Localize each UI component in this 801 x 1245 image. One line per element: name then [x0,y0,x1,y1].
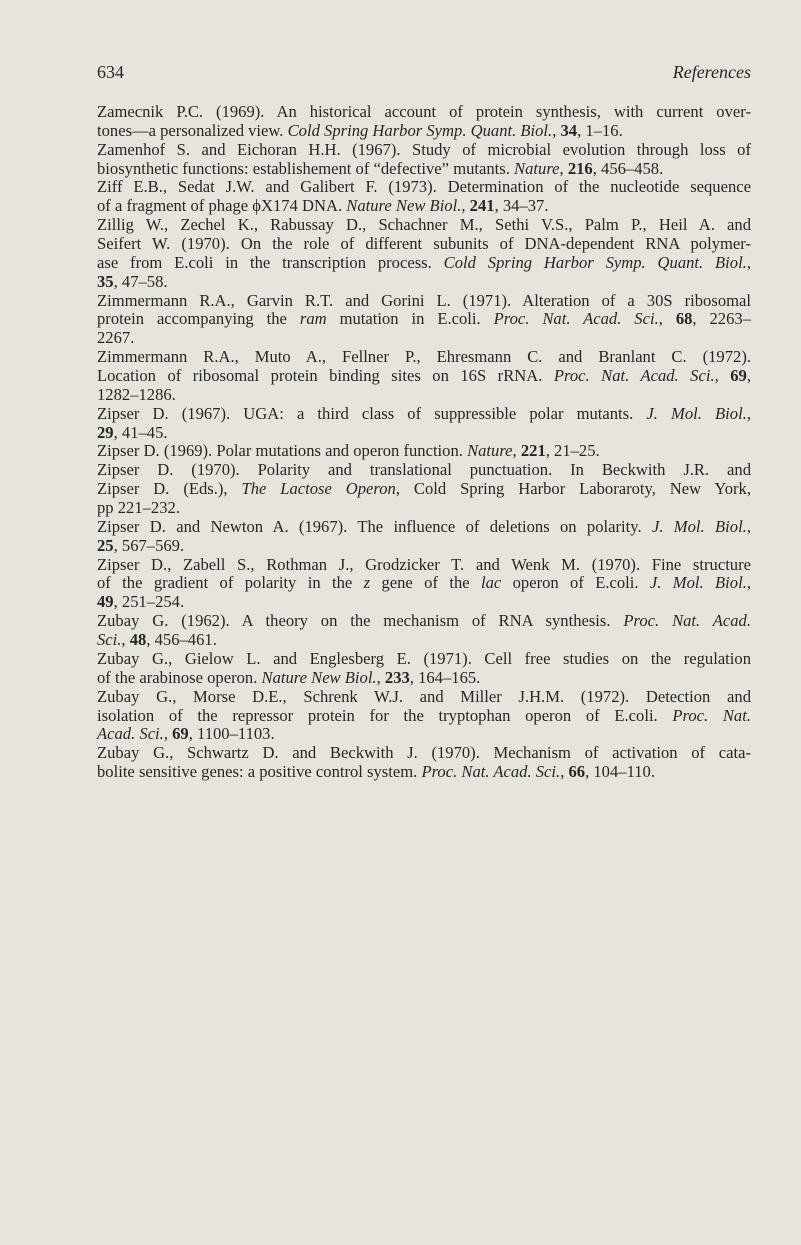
reference-entry [97,461,751,518]
reference-text: Zubay G., Gielow L. and Englesberg E. (1971). Cell free studies on the regulation [97,648,751,668]
italic-text: Nature New Biol. [261,667,377,687]
reference-entry [97,292,751,349]
reference-line [97,141,751,160]
reference-line [97,348,751,367]
italic-text: Sci. [97,630,122,650]
reference-text: biosynthetic functions: establishement of “defective” mutants. [97,158,515,178]
reference-line [97,310,751,329]
reference-text: , [163,724,173,744]
reference-text: , [376,667,385,687]
reference-line [97,103,751,122]
reference-text: Zubay G. (1962). A theory on the mechanism of RNA synthesis. [97,611,624,631]
italic-text: Nature [514,158,560,178]
reference-text: Zubay G., Schwartz D. and Beckwith J. (1970). Mechanism of activation of cata- [97,743,751,763]
reference-line [97,499,751,518]
reference-line [97,480,751,499]
reference-text: Ziff E.B., Sedat J.W. and Galibert F. (1973). Determination of the nucleotide sequence [97,177,751,197]
reference-entry [97,744,751,782]
volume-number: 25 [97,535,114,555]
italic-text: Proc. Nat. Acad. Sci. [553,366,715,386]
reference-text: , 41–45. [113,422,168,442]
reference-line [97,329,751,348]
volume-number: 34 [560,120,578,140]
italic-text: Proc. Nat. Acad. [623,611,752,631]
reference-text: , [552,120,561,140]
reference-text: , [746,403,751,423]
reference-text: protein accompanying the [97,309,300,329]
volume-number: 66 [568,762,586,782]
reference-text: gene of the [370,573,481,593]
reference-text: , 47–58. [113,271,168,291]
italic-text: Proc. Nat. [672,705,751,725]
reference-text: bolite sensitive genes: a positive control system. [97,762,422,782]
reference-text: isolation of the repressor protein for the tryptophan operon of E.coli. [97,705,673,725]
reference-entry [97,518,751,556]
reference-text: , [559,158,568,178]
reference-text: , 251–254. [113,592,185,612]
reference-text: operon of E.coli. [501,573,650,593]
volume-number: 241 [469,196,495,216]
reference-text: mutation in E.coli. [326,309,494,329]
reference-text: , [560,762,569,782]
reference-text: , [512,441,521,461]
volume-number: 35 [97,271,114,291]
reference-line [97,725,751,744]
reference-text: Zipser D., Zabell S., Rothman J., Grodzicker T. and Wenk M. (1970). Fine structure [97,554,751,574]
reference-text: Location of ribosomal protein binding sites on 16S rRNA. [97,366,554,386]
volume-number: 49 [97,592,114,612]
volume-number: 69 [172,724,189,744]
reference-line [97,197,751,216]
reference-text: Zipser D. (1967). UGA: a third class of suppressible polar mutants. [97,403,647,423]
reference-text: ase from E.coli in the transcription process. [97,252,444,272]
italic-text: Proc. Nat. Acad. Sci. [421,762,561,782]
reference-text: Zipser D. and Newton A. (1967). The influence of deletions on polarity. [97,516,652,536]
italic-text: The Lactose Operon [241,479,396,499]
reference-line [97,593,751,612]
reference-entry [97,348,751,405]
italic-text: Cold Spring Harbor Symp. Quant. Biol. [443,252,747,272]
reference-text: Zamecnik P.C. (1969). An historical account of protein synthesis, with current over- [97,102,751,121]
reference-entry [97,141,751,179]
reference-text: Zimmermann R.A., Garvin R.T. and Gorini L. (1971). Alteration of a 30S ribosomal [97,290,751,310]
italic-text: Nature [467,441,513,461]
reference-line [97,763,751,782]
reference-line [97,744,751,763]
reference-text: , [746,252,751,272]
reference-text: , 1–16. [577,120,623,140]
reference-text: , 21–25. [545,441,600,461]
volume-number: 216 [567,158,593,178]
reference-text: pp 221–232. [97,498,180,518]
reference-line [97,367,751,386]
reference-text: tones—a personalized view. [97,120,288,140]
reference-text: , 567–569. [113,535,185,555]
reference-entry [97,216,751,291]
reference-text: of a fragment of phage ϕX174 DNA. [97,196,347,216]
volume-number: 68 [675,309,693,329]
italic-text: Proc. Nat. Acad. Sci. [493,309,659,329]
reference-text: , [746,516,751,536]
running-head: References [672,62,751,82]
italic-text: Cold Spring Harbor Symp. Quant. Biol. [287,120,553,140]
reference-text: Zipser D. (1970). Polarity and translational punctuation. In Beckwith J.R. and [97,460,751,480]
reference-text: of the arabinose operon. [97,667,262,687]
reference-line [97,688,751,707]
reference-text: Zimmermann R.A., Muto A., Fellner P., Ehresmann C. and Branlant C. (1972). [97,347,751,367]
reference-line [97,537,751,556]
italic-text: J. Mol. Biol. [651,516,747,536]
reference-text: , 456–461. [146,630,217,650]
reference-line [97,292,751,311]
reference-entry [97,688,751,745]
reference-text: , 104–110. [585,762,655,782]
reference-line [97,386,751,405]
reference-line [97,650,751,669]
reference-text: , 2263– [692,309,751,329]
reference-line [97,178,751,197]
reference-line [97,216,751,235]
italic-text: Nature New Biol. [346,196,462,216]
reference-text: Seifert W. (1970). On the role of different subunits of DNA-dependent RNA polymer- [97,234,751,254]
reference-line [97,707,751,726]
reference-entry [97,650,751,688]
reference-entry [97,103,751,141]
reference-text: 1282–1286. [97,384,176,404]
italic-text: lac [480,573,502,593]
reference-line [97,405,751,424]
reference-text: , Cold Spring Harbor Laboraroty, New York, [395,479,752,499]
reference-text: , [461,196,470,216]
italic-text: z [363,573,371,593]
reference-text: 2267. [97,328,135,348]
reference-text: Zipser D. (1969). Polar mutations and operon function. [97,441,468,461]
reference-text: , [746,366,751,386]
reference-line [97,574,751,593]
reference-text: , [714,366,731,386]
reference-text: Zillig W., Zechel K., Rabussay D., Schachner M., Sethi V.S., Palm P., Heil A. and [97,215,751,235]
reference-line [97,631,751,650]
italic-text: Acad. Sci. [97,724,164,744]
italic-text: ram [299,309,327,329]
reference-text: , [746,573,751,593]
reference-line [97,518,751,537]
volume-number: 233 [384,667,410,687]
reference-line [97,556,751,575]
italic-text: J. Mol. Biol. [646,403,747,423]
reference-entry [97,442,751,461]
reference-line [97,461,751,480]
reference-line [97,235,751,254]
reference-text: of the gradient of polarity in the [97,573,364,593]
reference-text: , 164–165. [409,667,481,687]
reference-line [97,254,751,273]
reference-text: Zamenhof S. and Eichoran H.H. (1967). Study of microbial evolution through loss of [97,139,751,159]
reference-entry [97,405,751,443]
italic-text: J. Mol. Biol. [649,573,747,593]
reference-text: , [121,630,130,650]
reference-line [97,612,751,631]
volume-number: 29 [97,422,114,442]
reference-line [97,424,751,443]
reference-text: , [658,309,676,329]
reference-text: , 1100–1103. [188,724,275,744]
volume-number: 221 [520,441,546,461]
reference-entry [97,612,751,650]
reference-line [97,273,751,292]
reference-line [97,122,751,141]
reference-text: , 456–458. [592,158,664,178]
volume-number: 69 [730,366,747,386]
reference-text: , 34–37. [494,196,549,216]
reference-text: Zipser D. (Eds.), [97,479,242,499]
reference-line [97,669,751,688]
reference-entry [97,556,751,613]
volume-number: 48 [129,630,147,650]
reference-list [97,103,751,782]
reference-line [97,442,751,461]
reference-line [97,160,751,179]
reference-text: Zubay G., Morse D.E., Schrenk W.J. and Miller J.H.M. (1972). Detection and [97,686,751,706]
page-number: 634 [97,62,124,82]
reference-entry [97,178,751,216]
